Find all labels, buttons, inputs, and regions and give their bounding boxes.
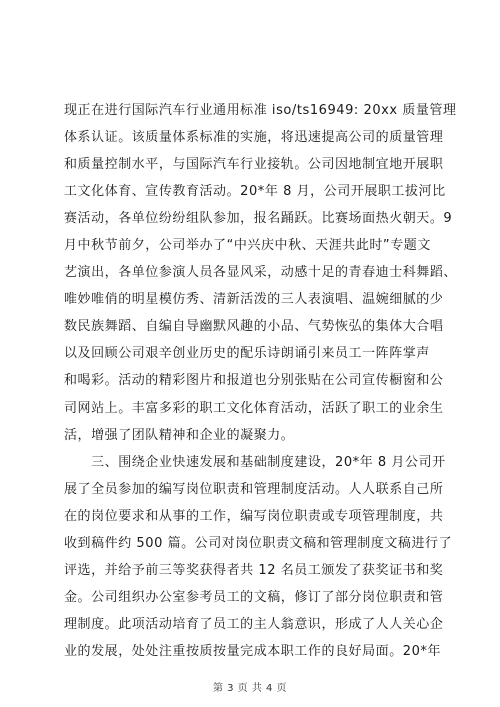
text-line: 以及回顾公司艰辛创业历史的配乐诗朗诵引来员工一阵阵掌声 — [64, 346, 430, 362]
text-line: 业的发展，处处注重按质按量完成本职工作的良好局面。20*年 — [64, 643, 441, 659]
text-line: 金。公司组织办公室参考员工的文稿，修订了部分岗位职责和管 — [64, 589, 444, 605]
text-line: 数民族舞蹈、自编自导幽默风趣的小品、气势恢弘的集体大合唱 — [64, 319, 444, 335]
text-line: 和喝彩。活动的精彩图片和报道也分别张贴在公司宣传橱窗和公 — [64, 373, 444, 389]
text-line: 活，增强了团队精神和企业的凝聚力。 — [64, 427, 295, 443]
text-line: 艺演出，各单位参演人员各显风采，动感十足的青春迪士科舞蹈、 — [64, 265, 457, 281]
text-line: 在的岗位要求和从事的工作，编写岗位职责或专项管理制度，共 — [64, 508, 444, 524]
text-line: 三、围绕企业快速发展和基础制度建设，20*年 8 月公司开 — [64, 454, 446, 470]
text-line: 唯妙唯俏的明星模仿秀、清新活泼的三人表演唱、温婉细腻的少 — [64, 292, 444, 308]
text-line: 理制度。此项活动培育了员工的主人翁意识，形成了人人关心企 — [64, 616, 444, 632]
text-line: 赛活动，各单位纷纷组队参加，报名踊跃。比赛场面热火朝天。9 — [64, 211, 453, 227]
text-line: 现正在进行国际汽车行业通用标准 iso/ts16949: 20xx 质量管理 — [64, 103, 457, 118]
text-line: 月中秋节前夕，公司举办了“中兴庆中秋、天涯共此时”专题文 — [64, 238, 431, 254]
text-line: 工文化体育、宣传教育活动。20*年 8 月，公司开展职工拔河比 — [64, 184, 446, 200]
text-line: 和质量控制水平，与国际汽车行业接轨。公司因地制宜地开展职 — [64, 157, 444, 173]
page-number-label: 第 3 页 共 4 页 — [212, 683, 288, 694]
text-line: 收到稿件约 500 篇。公司对岗位职责文稿和管理制度文稿进行了 — [64, 535, 453, 551]
text-line: 司网站上。丰富多彩的职工文化体育活动，活跃了职工的业余生 — [64, 400, 444, 416]
text-line: 体系认证。该质量体系标准的实施，将迅速提高公司的质量管理 — [64, 130, 444, 146]
text-line: 展了全员参加的编写岗位职责和管理制度活动。人人联系自己所 — [64, 481, 444, 497]
body-text — [64, 97, 457, 665]
page-footer — [0, 679, 500, 694]
text-line: 评选，并给予前三等奖获得者共 12 名员工颁发了获奖证书和奖 — [64, 562, 444, 578]
